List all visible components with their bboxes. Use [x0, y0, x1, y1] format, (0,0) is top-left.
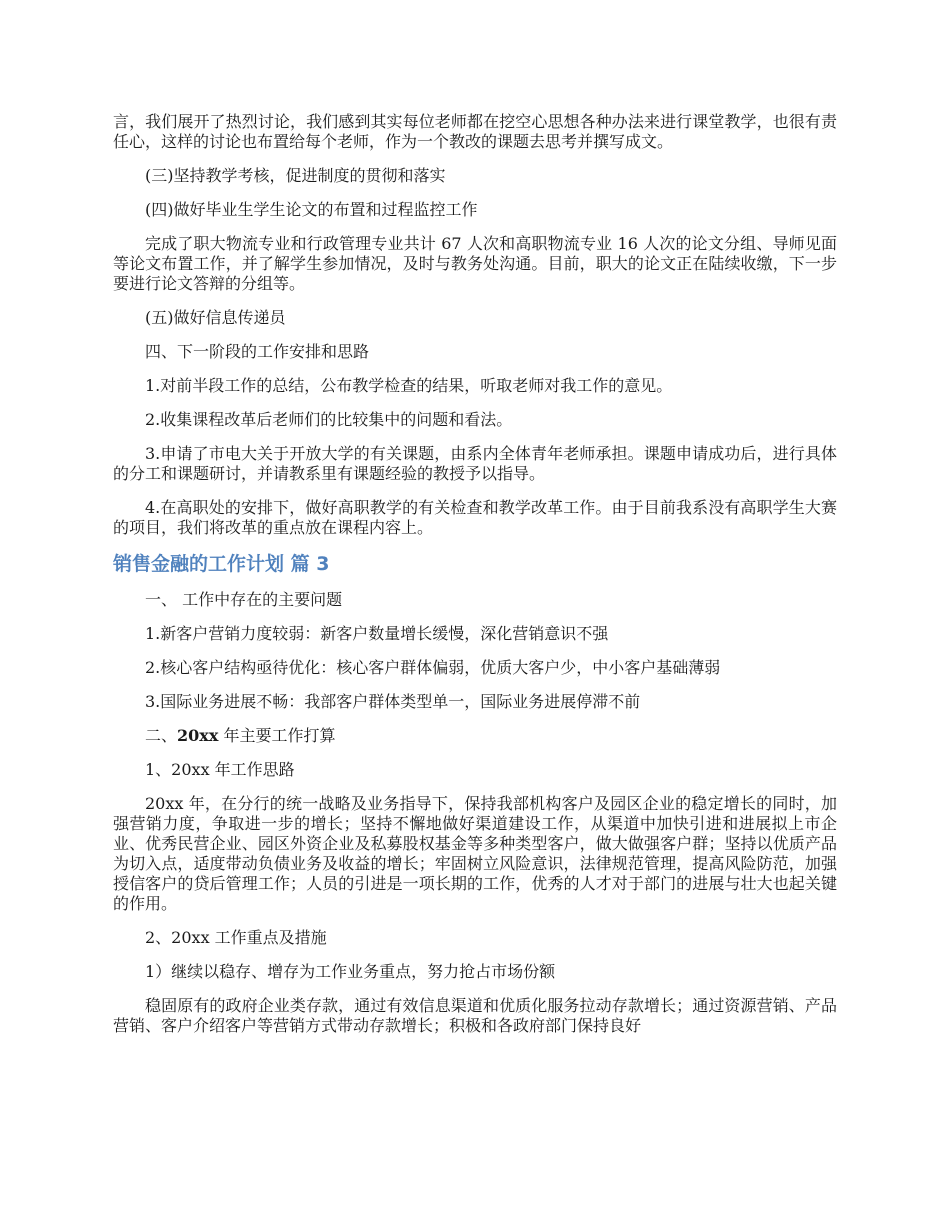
paragraph: 1.新客户营销力度较弱：新客户数量增长缓慢，深化营销意识不强 [145, 624, 609, 643]
paragraph: 4.在高职处的安排下，做好高职教学的有关检查和教学改革工作。由于目前我系没有高职学生大赛的项目，我们将改革的重点放在课程内容上。 [113, 498, 837, 537]
paragraph: 1、20xx 年工作思路 [145, 760, 295, 779]
paragraph: 言，我们展开了热烈讨论，我们感到其实每位老师都在挖空心思想各种办法来进行课堂教学，也很有责任心，这样的讨论也布置给每个老师，作为一个教改的课题去思考并撰写成文。 [113, 112, 837, 151]
paragraph: 20xx 年，在分行的统一战略及业务指导下，保持我部机构客户及园区企业的稳定增长的同时，加强营销力度，争取进一步的增长；坚持不懈地做好渠道建设工作，从渠道中加快引进和进展拟上市企业、优秀民营企业、园区外资企业及私募股权基金等多种类型客户，做大做强客户群；坚持以优质产品为切入点，适度带动负债业务及收益的增长；牢固树立风险意识，法律规范管理，提高风险防范，加强授信客户的贷后管理工作；人员的引进是一项长期的工作，优秀的人才对于部门的进展与壮大也起关键的作用。 [113, 794, 837, 913]
paragraph: 1.对前半段工作的总结，公布教学检查的结果，听取老师对我工作的意见。 [145, 376, 673, 395]
paragraph-bold-text: 20xx [177, 726, 219, 745]
paragraph: 2.核心客户结构亟待优化：核心客户群体偏弱，优质大客户少，中小客户基础薄弱 [145, 658, 721, 677]
paragraph: 稳固原有的政府企业类存款，通过有效信息渠道和优质化服务拉动存款增长；通过资源营销、产品营销、客户介绍客户等营销方式带动存款增长；积极和各政府部门保持良好 [113, 996, 837, 1035]
paragraph: (四)做好毕业生学生论文的布置和过程监控工作 [145, 200, 478, 219]
paragraph: 一、 工作中存在的主要问题 [145, 590, 343, 609]
paragraph-text: 年主要工作打算 [218, 726, 336, 745]
paragraph: 四、下一阶段的工作安排和思路 [145, 342, 370, 361]
paragraph: 2.收集课程改革后老师们的比较集中的问题和看法。 [145, 410, 513, 429]
paragraph: 完成了职大物流专业和行政管理专业共计 67 人次和高职物流专业 16 人次的论文分组、导师见面等论文布置工作，并了解学生参加情况，及时与教务处沟通。目前，职大的论文正在陆续收缴，下一步要进行论文答辩的分组等。 [113, 234, 837, 293]
paragraph: 2、20xx 工作重点及措施 [145, 928, 327, 947]
section-heading: 销售金融的工作计划 篇 3 [113, 553, 330, 575]
paragraph-prefix: 二、 [145, 726, 178, 745]
paragraph: 1）继续以稳存、增存为工作业务重点，努力抢占市场份额 [145, 962, 556, 981]
paragraph [113, 726, 837, 746]
paragraph: 3.申请了市电大关于开放大学的有关课题，由系内全体青年老师承担。课题申请成功后，进行具体的分工和课题研讨，并请教系里有课题经验的教授予以指导。 [113, 444, 837, 483]
paragraph: (五)做好信息传递员 [145, 308, 286, 327]
paragraph: 3.国际业务进展不畅：我部客户群体类型单一，国际业务进展停滞不前 [145, 692, 641, 711]
paragraph: (三)坚持教学考核，促进制度的贯彻和落实 [145, 166, 446, 185]
document-body [113, 112, 837, 1036]
